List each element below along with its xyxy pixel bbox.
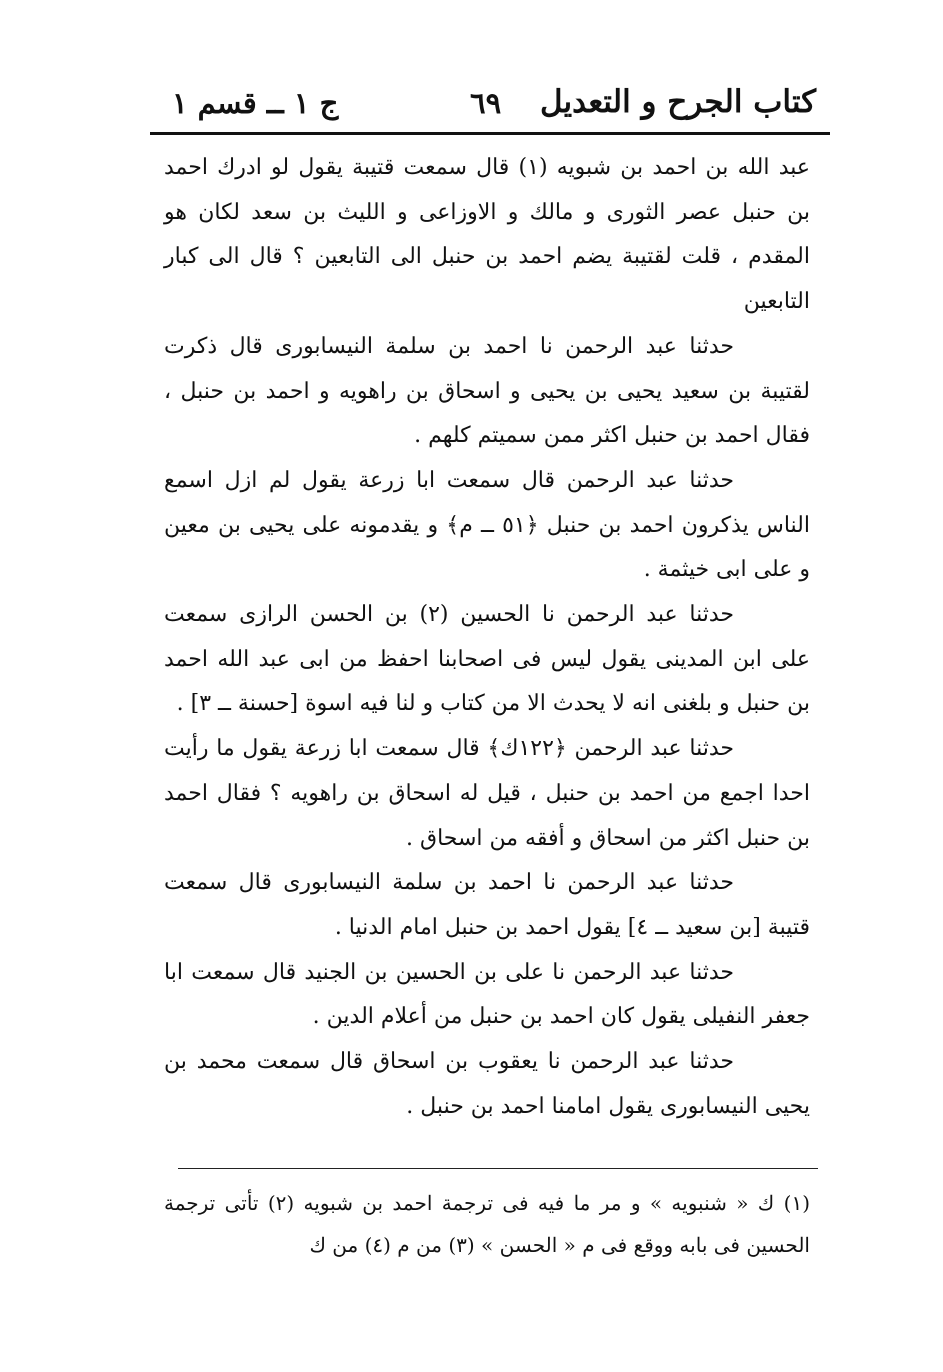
footnote-text: (١) ك « شنبويه » و مر ما فيه فى ترجمة احمد بن شبويه (٢) تأتى ترجمة الحسين فى بابه ووقع فى م « الحسن » (٣) من م (٤) من ك bbox=[164, 1191, 810, 1257]
book-page bbox=[150, 70, 830, 1300]
paragraph: حدثنا عبد الرحمن قال سمعت ابا زرعة يقول لم ازل اسمع الناس يذكرون احمد بن حنبل ﴿٥١ ــ م﴾ و يقدمونه على يحيى بن معين و على ابى خيثمة . bbox=[164, 467, 810, 583]
paragraph: حدثنا عبد الرحمن نا يعقوب بن اسحاق قال سمعت محمد بن يحيى النيسابورى يقول امامنا احمد بن حنبل . bbox=[164, 1049, 810, 1119]
paragraph: عبد الله بن احمد بن شبويه (١) قال سمعت قتيبة يقول لو ادرك احمد بن حنبل عصر الثورى و مالك و الاوزاعى و الليث بن سعد لكان هو المقدم ، قلت لقتيبة يضم احمد بن حنبل الى التابعين ؟ قال الى كبار التابعين bbox=[164, 155, 811, 315]
book-title: كتاب الجرح و التعديل bbox=[539, 84, 816, 120]
paragraph: حدثنا عبد الرحمن نا الحسين (٢) بن الحسن الرازى سمعت على ابن المدينى يقول ليس فى اصحابنا احفظ من ابى عبد الله احمد بن حنبل و بلغنى انه لا يحدث الا من كتاب و لنا فيه اسوة [حسنة ــ ٣] . bbox=[164, 602, 810, 717]
footnote-rule bbox=[178, 1168, 818, 1169]
page-header bbox=[150, 84, 830, 134]
footnotes bbox=[164, 1182, 810, 1266]
header-rule bbox=[150, 132, 830, 135]
paragraph: حدثنا عبد الرحمن ﴿١٢٢ك﴾ قال سمعت ابا زرعة يقول ما رأيت احدا اجمع من احمد بن حنبل ، قيل له اسحاق بن راهويه ؟ فقال احمد بن حنبل اكثر من اسحاق و أفقه من اسحاق . bbox=[164, 736, 810, 851]
paragraph: حدثنا عبد الرحمن نا احمد بن سلمة النيسابورى قال سمعت قتيبة [بن سعيد ــ ٤] يقول احمد بن حنبل امام الدنيا . bbox=[164, 870, 810, 940]
paragraph: حدثنا عبد الرحمن نا على بن الحسين بن الجنيد قال سمعت ابا جعفر النفيلى يقول كان احمد بن حنبل من أعلام الدين . bbox=[164, 959, 810, 1030]
volume-label: ج ١ ــ قسم ١ bbox=[172, 86, 339, 120]
page-number: ٦٩ bbox=[470, 86, 502, 120]
main-text bbox=[164, 146, 810, 1129]
paragraph: حدثنا عبد الرحمن نا احمد بن سلمة النيسابورى قال ذكرت لقتيبة بن سعيد يحيى بن يحيى و اسحاق بن راهويه و احمد بن حنبل ، فقال احمد بن حنبل اكثر ممن سميتم كلهم . bbox=[164, 333, 810, 449]
